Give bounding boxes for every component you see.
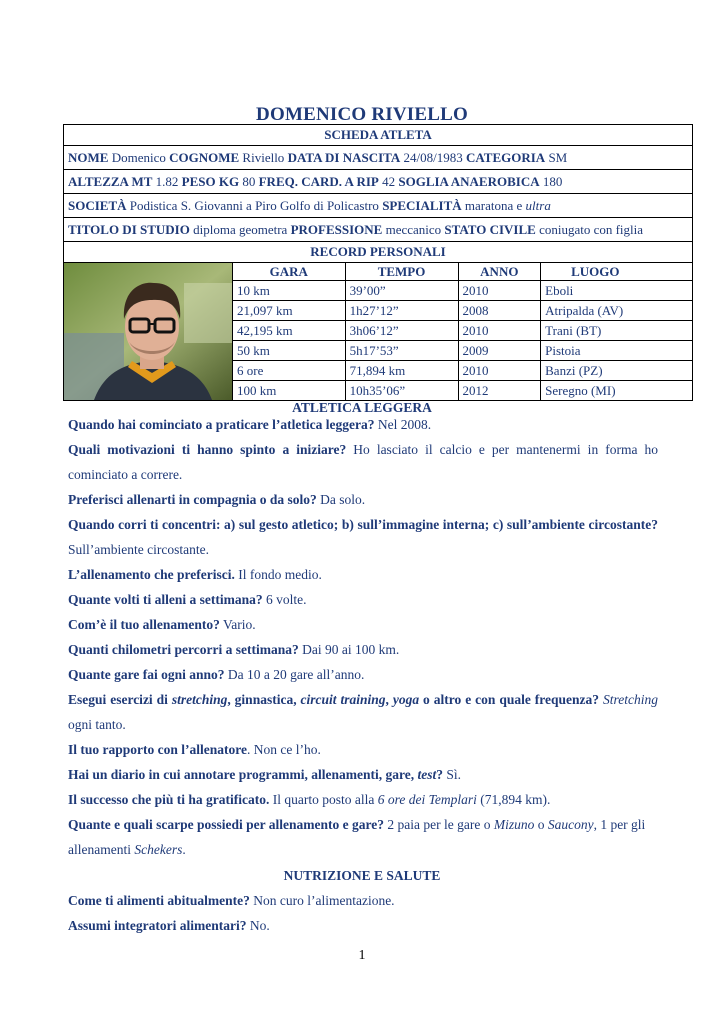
value-titolo-studio: diploma geometra [193,222,288,237]
question [68,767,443,782]
info-row-3 [64,194,692,218]
qa-item [68,687,658,737]
table-row [233,281,692,301]
label-societa: SOCIETÀ [68,198,127,213]
records-section [64,263,692,400]
label-specialita: SPECIALITÀ [382,198,462,213]
table-row [233,321,692,341]
records-header-row [233,263,692,281]
answer: Il quarto posto alla [269,792,378,807]
answer: Vario. [219,617,256,632]
question-part: yoga [392,692,420,707]
question-part: , ginnastica, [227,692,301,707]
value-stato-civile: coniugato con figlia [539,222,644,237]
cell-gara: 10 km [233,281,345,301]
answer: . [182,842,186,857]
value-specialita: maratona e [464,198,523,213]
qa-item [68,762,658,787]
answer: (71,894 km). [476,792,551,807]
cell-anno: 2010 [458,361,541,381]
cell-anno: 2012 [458,381,541,401]
question-part: circuit training [300,692,386,707]
value-data-nascita: 24/08/1983 [403,150,463,165]
label-cognome: COGNOME [169,150,240,165]
value-peso: 80 [242,174,256,189]
cell-luogo: Pistoia [541,341,692,361]
question-part: Hai un diario in cui annotare programmi, allenamenti, gare, [68,767,418,782]
answer: Sì. [443,767,462,782]
label-peso: PESO KG [181,174,240,189]
table-row [233,361,692,381]
question [68,692,599,707]
value-societa: Podistica S. Giovanni a Piro Golfo di Policastro [129,198,379,213]
records-table [233,263,692,400]
answer: No. [246,918,270,933]
qa-item [68,662,658,687]
question-part: Esegui esercizi di [68,692,172,707]
answer: ogni tanto. [68,717,126,732]
cell-gara: 42,195 km [233,321,345,341]
qa-item [68,437,658,487]
athlete-sheet [63,124,693,401]
col-luogo: LUOGO [541,263,692,281]
question-part: o altro e con quale frequenza? [419,692,600,707]
question: Il tuo rapporto con l’allenatore [68,742,247,757]
qa-list [68,412,658,862]
qa-item [68,913,658,938]
question-part: stretching [171,692,228,707]
col-gara: GARA [233,263,345,281]
qa-item [68,562,658,587]
question: Quanti chilometri percorri a settimana? [68,642,299,657]
cell-tempo: 5h17’53” [345,341,458,361]
answer: Nel 2008. [374,417,432,432]
answer: Mizuno [493,817,535,832]
answer: Sull’ambiente circostante. [68,542,209,557]
question: Quante e quali scarpe possiedi per allenamento e gare? [68,817,384,832]
cell-luogo: Atripalda (AV) [541,301,692,321]
cell-luogo: Banzi (PZ) [541,361,692,381]
label-soglia: SOGLIA ANAEROBICA [398,174,540,189]
qa-item [68,612,658,637]
answer: 6 volte. [262,592,307,607]
question: Com’è il tuo allenamento? [68,617,220,632]
label-stato-civile: STATO CIVILE [444,222,536,237]
answer: 6 ore dei Templari [377,792,477,807]
cell-tempo: 71,894 km [345,361,458,381]
cell-gara: 100 km [233,381,345,401]
col-tempo: TEMPO [345,263,458,281]
value-freq-card: 42 [382,174,396,189]
cell-luogo: Trani (BT) [541,321,692,341]
section-nutrizione-salute: NUTRIZIONE E SALUTE [283,868,441,883]
cell-anno: 2010 [458,321,541,341]
qa-item [68,512,658,562]
value-categoria: SM [548,150,568,165]
value-professione: meccanico [385,222,442,237]
athlete-photo [64,263,233,400]
question-part: test [417,767,437,782]
label-altezza: ALTEZZA MT [68,174,153,189]
answer: Saucony [547,817,594,832]
answer: o [534,817,548,832]
answer: , 1 per gli allenamenti [68,817,646,857]
qa-item [68,587,658,612]
value-nome: Domenico [111,150,166,165]
question: Quando corri ti concentri: a) sul gesto atletico; b) sull’immagine interna; c) sull’ambiente circostante? [68,517,658,532]
question: Assumi integratori alimentari? [68,918,247,933]
cell-luogo: Eboli [541,281,692,301]
value-soglia: 180 [542,174,563,189]
qa-item [68,412,658,437]
question: Quando hai cominciato a praticare l’atletica leggera? [68,417,375,432]
label-nome: NOME [68,150,109,165]
records-header: RECORD PERSONALI [64,242,692,263]
answer: Dai 90 ai 100 km. [298,642,400,657]
cell-anno: 2009 [458,341,541,361]
question: Come ti alimenti abitualmente? [68,893,250,908]
question: Il successo che più ti ha gratificato. [68,792,270,807]
cell-gara: 21,097 km [233,301,345,321]
value-cognome: Riviello [242,150,285,165]
qa-item [68,487,658,512]
answer: Da 10 a 20 gare all’anno. [224,667,365,682]
athlete-photo-image [64,263,232,400]
question: Quante gare fai ogni anno? [68,667,225,682]
value-specialita-extra: ultra [525,198,551,213]
qa-item [68,812,658,862]
cell-gara: 50 km [233,341,345,361]
label-freq-card: FREQ. CARD. A RIP [258,174,379,189]
sheet-header: SCHEDA ATLETA [64,125,692,146]
qa-item [68,737,658,762]
page-title: DOMENICO RIVIELLO [256,104,468,125]
qa-item [68,637,658,662]
info-row-2 [64,170,692,194]
cell-tempo: 1h27’12” [345,301,458,321]
label-data-nascita: DATA DI NASCITA [287,150,401,165]
value-altezza: 1.82 [155,174,179,189]
question-part: , [385,692,393,707]
question: Preferisci allenarti in compagnia o da solo? [68,492,317,507]
cell-gara: 6 ore [233,361,345,381]
cell-tempo: 10h35’06” [345,381,458,401]
table-row [233,341,692,361]
question: L’allenamento che preferisci. [68,567,235,582]
label-titolo-studio: TITOLO DI STUDIO [68,222,190,237]
page-number: 1 [358,948,366,963]
section-atletica-leggera: ATLETICA LEGGERA [292,400,432,415]
table-row [233,301,692,321]
cell-luogo: Seregno (MI) [541,381,692,401]
info-row-1 [64,146,692,170]
answer: Non curo l’alimentazione. [249,893,395,908]
cell-anno: 2010 [458,281,541,301]
table-row [233,381,692,401]
cell-tempo: 39’00” [345,281,458,301]
answer: . Non ce l’ho. [247,742,321,757]
cell-anno: 2008 [458,301,541,321]
answer: 2 paia per le gare o [384,817,494,832]
cell-tempo: 3h06’12” [345,321,458,341]
qa-item [68,888,658,913]
label-professione: PROFESSIONE [290,222,383,237]
answer: Ho lasciato il calcio e per mantenermi in forma ho cominciato a correre. [68,442,658,482]
label-categoria: CATEGORIA [465,150,546,165]
answer: Schekers [134,842,183,857]
question: Quali motivazioni ti hanno spinto a iniziare? [68,442,347,457]
question-part: ? [436,767,444,782]
question: Quante volti ti alleni a settimana? [68,592,263,607]
answer: Da solo. [316,492,366,507]
answer: Il fondo medio. [234,567,322,582]
col-anno: ANNO [458,263,541,281]
answer: Stretching [603,692,658,707]
info-row-4 [64,218,692,242]
qa-list-nutrizione [68,888,658,938]
qa-item [68,787,658,812]
